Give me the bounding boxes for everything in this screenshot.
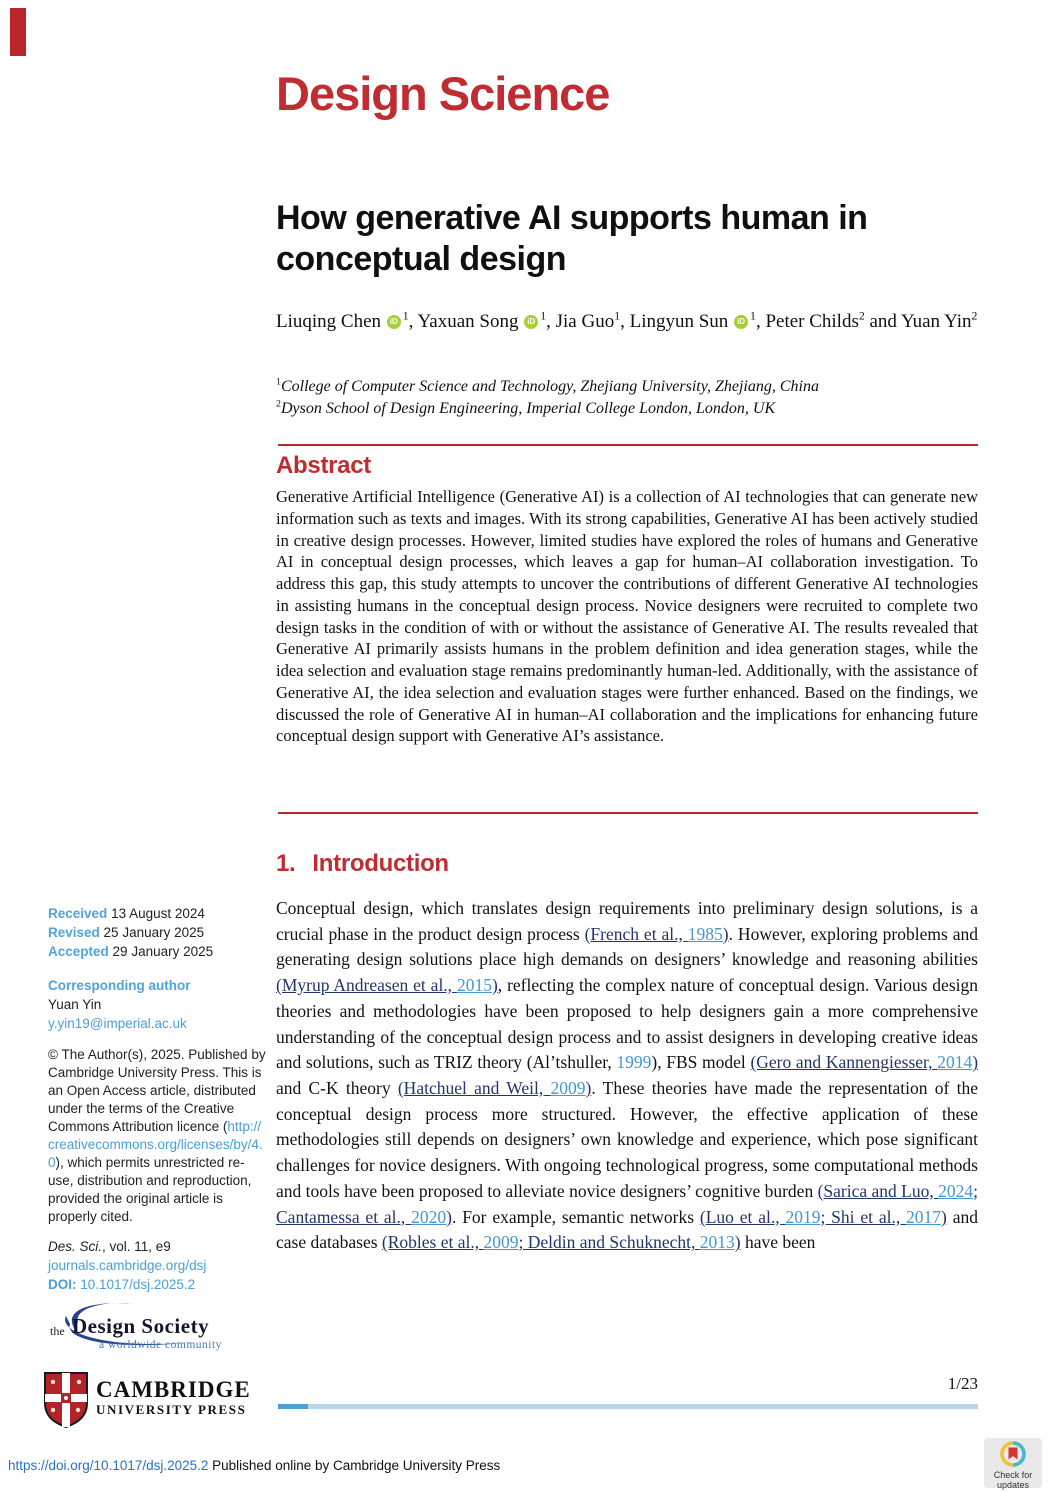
text-segment[interactable]: )	[972, 1052, 979, 1073]
text-segment: , Jia Guo	[546, 311, 615, 332]
text-segment[interactable]: (Gero and Kannengiesser,	[750, 1052, 938, 1073]
text-segment: have been	[740, 1232, 816, 1253]
text-segment[interactable]: http://creativecommons.org/licenses/by/4.0	[48, 1118, 263, 1170]
page-progress-fill	[278, 1404, 308, 1409]
check-for-updates-label	[984, 1471, 1042, 1491]
crossmark-icon	[1000, 1441, 1026, 1467]
introduction-text	[276, 896, 978, 1256]
text-segment: , Lingyun Sun	[620, 311, 734, 332]
text-segment[interactable]: 2013	[699, 1232, 735, 1253]
corresponding-author-name: Yuan Yin	[48, 996, 102, 1012]
text-segment: 1	[540, 309, 547, 323]
corresponding-author-block	[48, 977, 263, 1034]
text-segment[interactable]: ; Deldin and Schuknecht,	[518, 1232, 700, 1253]
journal-corner-tab	[10, 8, 26, 56]
text-segment[interactable]: )	[446, 1206, 452, 1227]
doi-value[interactable]: 10.1017/dsj.2025.2	[80, 1277, 196, 1293]
text-segment[interactable]: 2017	[906, 1206, 942, 1227]
text-segment: . For example, semantic networks	[451, 1206, 700, 1227]
text-segment[interactable]: 2009	[550, 1078, 586, 1099]
text-segment[interactable]: 2009	[483, 1232, 519, 1253]
abstract-heading: Abstract	[276, 452, 371, 479]
text-segment[interactable]: (Myrup Andreasen et al.,	[276, 975, 457, 996]
revised-date: 25 January 2025	[103, 924, 205, 940]
received-row	[48, 905, 263, 924]
text-segment[interactable]: 1985	[687, 923, 723, 944]
abstract-bottom-rule	[278, 812, 978, 814]
design-society-logo	[44, 1298, 259, 1356]
text-segment: Dyson School of Design Engineering, Imperial College London, London, UK	[280, 400, 776, 418]
text-segment: ), FBS model	[651, 1052, 751, 1073]
cambridge-wordmark	[96, 1378, 251, 1418]
article-title: How generative AI supports human in conceptual design	[276, 199, 868, 279]
orcid-icon: iD	[524, 315, 538, 329]
text-segment[interactable]: (Luo et al.,	[699, 1206, 786, 1227]
journal-abbrev: Des. Sci.	[48, 1239, 103, 1254]
text-segment[interactable]: ; Shi et al.,	[820, 1206, 907, 1227]
footer	[8, 1458, 808, 1473]
text-segment[interactable]: (Sarica and Luo,	[817, 1180, 939, 1201]
text-segment: , reflecting the complex nature of conceptual design. Various design theories and methodologies have been proposed to help designers gain a more comprehensive understanding of the conceptual design process and to assist designers in developing creative ideas and solutions, such as TRIZ theory (Al’tshuller,	[276, 975, 978, 1073]
text-segment: 1	[750, 309, 756, 323]
text-segment: , Peter Childs	[755, 311, 859, 332]
cambridge-shield-icon	[44, 1372, 88, 1428]
text-segment: ), which permits unrestricted re-use, distribution and reproduction, provided the original article is properly cited.	[48, 1154, 252, 1224]
design-society-name: Design Society	[72, 1314, 210, 1338]
doi-row	[48, 1275, 266, 1294]
text-segment: , Yaxuan Song	[408, 311, 524, 332]
journal-title: Design Science	[276, 67, 610, 120]
section-number: 1.	[276, 850, 296, 877]
received-label: Received	[48, 906, 108, 921]
text-segment[interactable]: )	[585, 1078, 592, 1099]
text-segment: 2	[276, 399, 281, 411]
text-segment: Conceptual design, which translates design requirements into preliminary design solutions, is a crucial phase in the product design process	[276, 898, 978, 944]
accepted-label: Accepted	[48, 943, 109, 959]
text-segment[interactable]: 2014	[937, 1052, 973, 1073]
design-society-tagline: a worldwide community	[99, 1339, 222, 1351]
footer-doi-link[interactable]: https://doi.org/10.1017/dsj.2025.2	[8, 1458, 209, 1473]
received-date: 13 August 2024	[111, 906, 205, 921]
page-progress-bar	[278, 1404, 978, 1409]
affiliation-2	[276, 398, 988, 420]
text-segment: and Yuan Yin	[864, 311, 972, 332]
text-segment: and C-K theory	[276, 1078, 398, 1099]
journal-url[interactable]: journals.cambridge.org/dsj	[48, 1258, 207, 1274]
check-for-updates-line2: updates	[996, 1479, 1030, 1490]
cambridge-university-press-logo	[44, 1372, 274, 1434]
text-segment[interactable]: )	[722, 923, 729, 944]
text-segment: 1999	[616, 1052, 652, 1073]
text-segment: 1	[276, 376, 281, 388]
text-segment[interactable]: 2019	[785, 1206, 821, 1227]
abstract-text: Generative Artificial Intelligence (Generative AI) is a collection of AI technologies that can generate new information such as texts and images. With its strong capabilities, Generative AI has been actively studied in creative design processes. However, limited studies have explored the roles of humans and Generative AI in conceptual design processes, which leaves a gap for human–AI collaboration investigation. To address this gap, this study attempts to uncover the contributions of different Generative AI technologies in assisting humans in the conceptual design process. Novice designers were recruited to complete two design tasks in the condition of with or without the assistance of Generative AI. The results revealed that Generative AI primarily assists humans in the problem definition and idea generation stages, while the idea selection and evaluation stage remains predominantly human-led. Additionally, with the assistance of Generative AI, the idea selection and evaluation stages were further enhanced. Based on the findings, we discussed the role of Generative AI in human–AI collaboration and the implications for enhancing future conceptual design support with Generative AI’s assistance.	[276, 487, 978, 746]
text-segment[interactable]: )	[491, 975, 498, 996]
copyright-notice	[48, 1046, 266, 1226]
affiliation-1	[276, 376, 988, 398]
author-list	[276, 308, 988, 336]
accepted-date: 29 January 2025	[112, 943, 214, 959]
footer-publisher-text: Published online by Cambridge University Press	[208, 1458, 501, 1473]
citation-line	[48, 1237, 266, 1256]
check-for-updates-line1: Check for	[993, 1470, 1033, 1480]
page-indicator: 1/23	[947, 1374, 978, 1393]
orcid-icon: iD	[734, 315, 748, 329]
text-segment[interactable]: 2020	[411, 1206, 447, 1227]
revised-label: Revised	[48, 924, 100, 940]
text-segment: 2	[971, 309, 978, 323]
article-history	[48, 905, 263, 962]
corresponding-author-label: Corresponding author	[48, 978, 191, 993]
text-segment[interactable]: ; Cantamessa et al.,	[276, 1180, 978, 1227]
text-segment: 1	[402, 309, 409, 323]
citation-block	[48, 1237, 266, 1294]
text-segment[interactable]: 2024	[938, 1180, 974, 1201]
design-society-the: the	[50, 1324, 65, 1338]
text-segment[interactable]: 2015	[456, 975, 492, 996]
text-segment: © The Author(s), 2025. Published by Cambridge University Press. This is an Open Access article, distributed under the terms of the Creative Commons Attribution licence (	[48, 1047, 266, 1134]
text-segment: . However, exploring problems and generating design solutions place high demands on designers’ knowledge and reasoning abilities	[276, 923, 978, 970]
cambridge-wordmark-line1: CAMBRIDGE	[96, 1377, 251, 1402]
volume-info: , vol. 11, e9	[102, 1239, 171, 1254]
cambridge-wordmark-line2: UNIVERSITY PRESS	[96, 1402, 247, 1418]
text-segment[interactable]: (Robles et al.,	[381, 1232, 484, 1253]
section-title: Introduction	[312, 850, 449, 877]
text-segment[interactable]: (French et al.,	[584, 923, 688, 944]
text-segment: and case databases	[276, 1206, 978, 1253]
revised-row	[48, 924, 263, 943]
text-segment[interactable]: (Hatchuel and Weil,	[397, 1078, 551, 1099]
introduction-heading	[276, 850, 449, 878]
text-segment: College of Computer Science and Technology, Zhejiang University, Zhejiang, China	[280, 378, 819, 395]
accepted-row	[48, 943, 263, 962]
check-for-updates-button[interactable]	[984, 1438, 1042, 1488]
text-segment: 1	[614, 309, 621, 323]
text-segment: Liuqing Chen	[276, 311, 386, 332]
abstract-top-rule	[278, 444, 978, 446]
text-segment[interactable]: )	[941, 1206, 947, 1227]
text-segment: . These theories have made the representation of the conceptual design process more structured. However, the effective application of these methodologies still depends on designers’ own knowledge and experience, which pose significant challenges for novice designers. With ongoing technological progress, some computational methods and tools have been proposed to alleviate novice designers’ cognitive burden	[276, 1078, 978, 1201]
orcid-icon: iD	[387, 315, 401, 329]
text-segment: 2	[858, 309, 865, 323]
affiliations	[276, 376, 988, 421]
doi-label: DOI:	[48, 1277, 77, 1293]
text-segment[interactable]: )	[734, 1232, 741, 1253]
corresponding-author-email[interactable]: y.yin19@imperial.ac.uk	[48, 1015, 187, 1031]
